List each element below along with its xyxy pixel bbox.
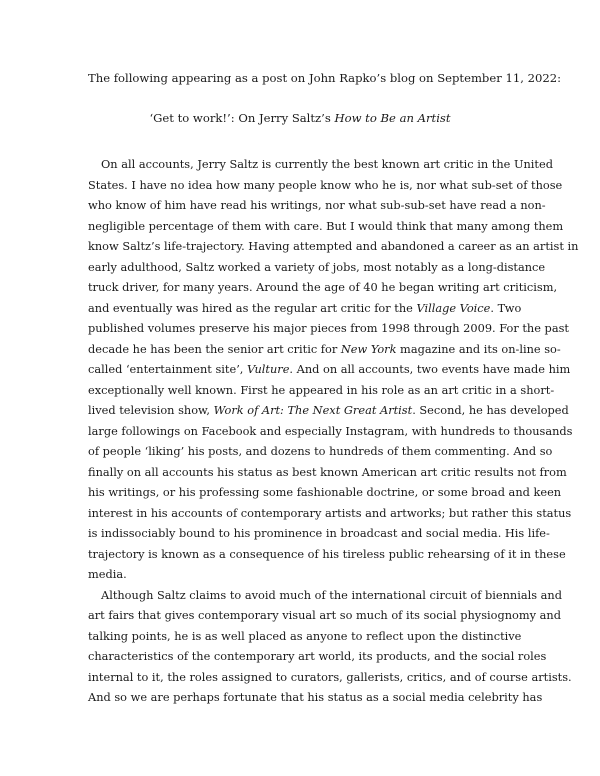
- p1-line: negligible percentage of them with care. But I would think that many among them: [88, 218, 564, 233]
- p1-line: who know of him have read his writings, nor what sub-sub-set have read a non-: [88, 198, 546, 212]
- p1-italic-village-voice: Village Voice: [416, 300, 491, 315]
- p2-line: talking points, he is as well placed as anyone to reflect upon the distinctive: [88, 628, 522, 643]
- p1-line: is indissociably bound to his prominence in broadcast and social media. His life-: [88, 526, 550, 540]
- p2-line: Although Saltz claims to avoid much of the international circuit of biennials and: [101, 587, 562, 602]
- p1-line: of people ‘liking’ his posts, and dozens to hundreds of them commenting. And so: [88, 444, 553, 458]
- p1-line: [88, 400, 569, 421]
- p1-text: . And on all accounts, two events have made him: [289, 362, 571, 376]
- p1-line: truck driver, for many years. Around the age of 40 he began writing art criticism,: [88, 280, 558, 294]
- essay-title: [0, 110, 600, 126]
- essay-body: [88, 154, 579, 708]
- p1-italic-vulture: Vulture: [247, 362, 290, 376]
- p1-line: [88, 359, 571, 380]
- p1-italic-show-title: Work of Art: The Next Great Artist: [213, 403, 413, 417]
- p1-line: [88, 298, 528, 319]
- p1-line: published volumes preserve his major pieces from 1998 through 2009. For the past: [88, 321, 569, 335]
- p1-text: . Second, he has developed: [412, 403, 569, 417]
- p1-line: On all accounts, Jerry Saltz is currently the best known art critic in the United: [101, 157, 553, 171]
- p1-line: know Saltz’s life-trajectory. Having attempted and abandoned a career as an artist in: [88, 239, 579, 253]
- p1-italic-new-york: New York: [340, 341, 397, 356]
- p1-text: decade he has been the senior art critic for: [88, 341, 341, 356]
- p1-line: exceptionally well known. First he appeared in his role as an art critic in a short-: [88, 382, 555, 397]
- p2-line: characteristics of the contemporary art world, its products, and the social roles: [88, 649, 547, 663]
- p2-line: And so we are perhaps fortunate that his status as a social media celebrity has: [88, 690, 543, 704]
- p1-text: lived television show,: [88, 403, 214, 417]
- p1-text: and eventually was hired as the regular art critic for the: [88, 300, 417, 315]
- essay-title-book: How to Be an Artist: [334, 111, 451, 125]
- p1-line: interest in his accounts of contemporary artists and artworks; but rather this status: [88, 505, 572, 520]
- p1-line: media.: [88, 567, 127, 581]
- p1-text: called ‘entertainment site’,: [88, 362, 248, 376]
- p1-line: [88, 339, 561, 360]
- p2-line: internal to it, the roles assigned to curators, gallerists, critics, and of course artists.: [88, 669, 572, 684]
- p1-line: his writings, or his professing some fashionable doctrine, or some broad and keen: [88, 485, 562, 499]
- p1-line: trajectory is known as a consequence of his tireless public rehearsing of it in these: [88, 546, 566, 561]
- p2-line: art fairs that gives contemporary visual art so much of its social physiognomy and: [88, 608, 561, 622]
- intro-line: The following appearing as a post on John Rapko’s blog on September 11, 2022:: [88, 71, 561, 85]
- p1-line: early adulthood, Saltz worked a variety of jobs, most notably as a long-distance: [88, 259, 546, 274]
- p1-text: magazine and its on-line so-: [396, 341, 561, 356]
- p1-line: States. I have no idea how many people know who he is, nor what sub-set of those: [88, 177, 563, 192]
- p1-line: finally on all accounts his status as best known American art critic results not from: [88, 464, 567, 479]
- p1-line: large followings on Facebook and especially Instagram, with hundreds to thousands: [88, 423, 573, 438]
- essay-title-prefix: ‘Get to work!’: On Jerry Saltz’s: [149, 111, 335, 125]
- p1-text: . Two: [490, 300, 522, 315]
